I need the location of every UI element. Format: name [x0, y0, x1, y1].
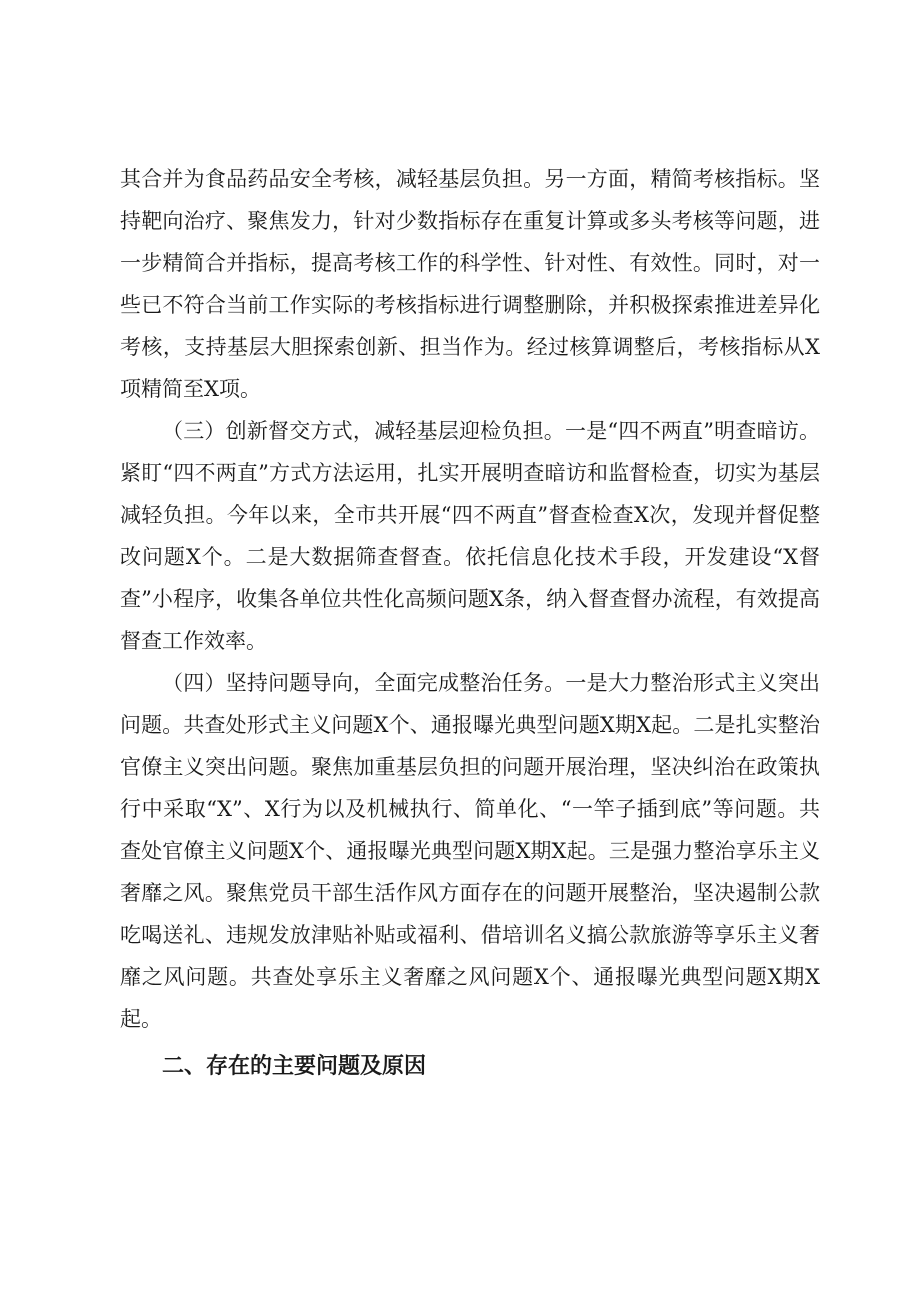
paragraph-continuation: 其合并为食品药品安全考核，减轻基层负担。另一方面，精简考核指标。坚持靶向治疗、聚焦发力，针对少数指标存在重复计算或多头考核等问题，进一步精简合并指标，提高考核工作的科学性、针对性、有效性。同时，对一些已不符合当前工作实际的考核指标进行调整删除，并积极探索推进差异化考核，支持基层大胆探索创新、担当作为。经过核算调整后，考核指标从X项精简至X项。	[120, 167, 820, 401]
paragraph-innovate-supervision: （三）创新督交方式，减轻基层迎检负担。一是“四不两直”明查暗访。紧盯“四不两直”方式方法运用，扎实开展明查暗访和监督检查，切实为基层减轻负担。今年以来，全市共开展“四不两直”督查检查X次，发现并督促整改问题X个。二是大数据筛查督查。依托信息化技术手段，开发建设“X督查”小程序，收集各单位共性化高频问题X条，纳入督查督办流程，有效提高督查工作效率。	[120, 419, 820, 653]
section-heading: 二、存在的主要问题及原因	[162, 1054, 427, 1079]
document-body	[120, 158, 820, 1090]
paragraph-problem-orientation: （四）坚持问题导向，全面完成整治任务。一是大力整治形式主义突出问题。共查处形式主义问题X个、通报曝光典型问题X期X起。二是扎实整治官僚主义突出问题。聚焦加重基层负担的问题开展治理，坚决纠治在政策执行中采取“X”、X行为以及机械执行、简单化、“一竿子插到底”等问题。共查处官僚主义问题X个、通报曝光典型问题X期X起。三是强力整治享乐主义奢靡之风。聚焦党员干部生活作风方面存在的问题开展整治，坚决遏制公款吃喝送礼、违规发放津贴补贴或福利、借培训名义搞公款旅游等享乐主义奢靡之风问题。共查处享乐主义奢靡之风问题X个、通报曝光典型问题X期X起。	[120, 671, 820, 1031]
